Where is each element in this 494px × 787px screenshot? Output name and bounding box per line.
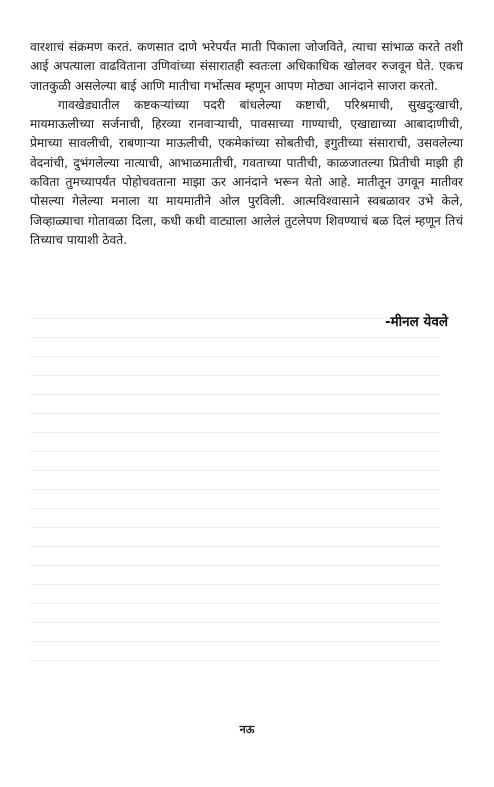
reverse-side-show-through — [30, 318, 440, 698]
author-signature: -मीनल येवले — [384, 314, 448, 330]
paragraph-1: वारशाचं संक्रमण करतं. कणसात दाणे भरेपर्यंत माती पिकाला जोजविते, त्याचा सांभाळ करते तशी आई अपत्याला वाढविताना उणिवांच्या संसारातही स्वतःला अधिकाधिक खोलवर रुजवून घेते. एकच जातकुळी असलेल्या बाई आणि मातीचा गर्भोत्सव म्हणून आपण मोठ्या आनंदाने साजरा करतो. — [30, 40, 463, 93]
paragraph-2: गावखेड्यातील कष्टकऱ्यांच्या पदरी बांधलेल्या कष्टाची, परिश्रमाची, सुखदुःखाची, मायमाऊलीच्या सर्जनाची, हिरव्या रानवाऱ्याची, पावसाच्या गाण्याची, एखाद्याच्या आबादाणीची, प्रेमाच्या सावलीची, राबणाऱ्या माऊलीची, एकमेकांच्या सोबतीची, इगुतीच्या संसाराची, उसवलेल्या वेदनांची, दुभंगलेल्या नात्याची, आभाळमातीची, गवताच्या पातीची, काळजातल्या प्रितीची माझी ही कविता तुमच्यापर्यंत पोहोचवताना माझा ऊर आनंदाने भरून येतो आहे. मातीतून उगवून मातीवर पोसल्या गेलेल्या मनाला या मायमातीने ओल पुरविली. आत्मविश्वासाने स्वबळावर उभे केले, जिव्हाळ्याचा गोतावळा दिला, कधी कधी वाट्याला आलेलं तुटलेपण शिवण्याचं बळ दिलं म्हणून तिचं तिच्याच पायाशी ठेवते. — [30, 97, 463, 247]
body-text — [30, 38, 463, 250]
page-number: नऊ — [239, 723, 255, 736]
